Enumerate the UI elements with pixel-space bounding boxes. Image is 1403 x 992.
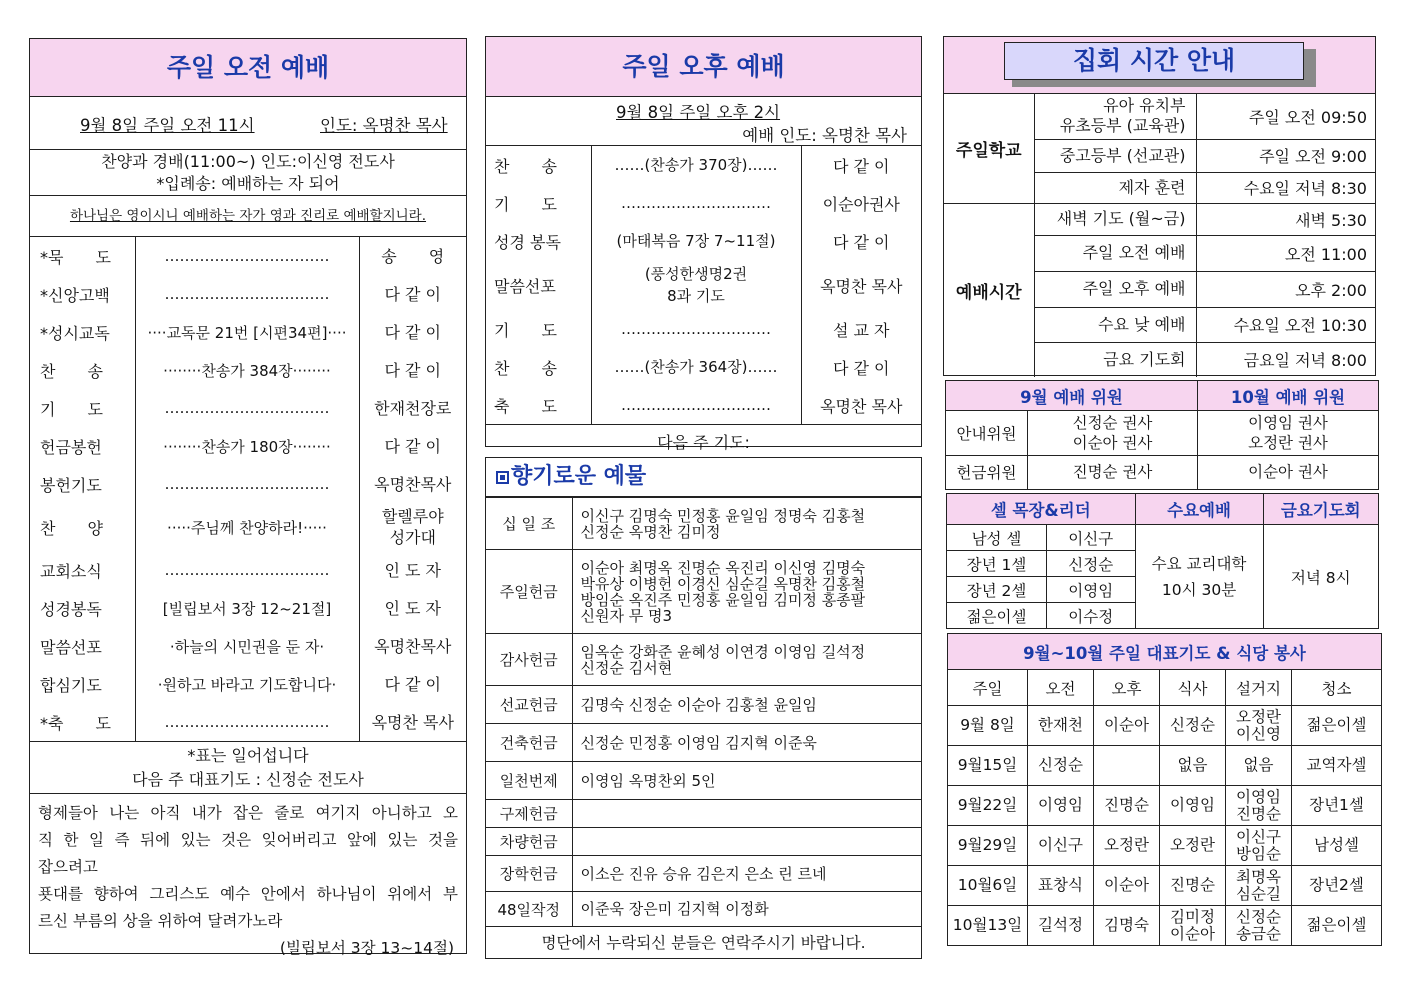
order-item: *성시교독 [30,313,135,351]
order-content: (마태복음 7장 7~11절) [591,222,801,260]
duty-cell: 이영임 진명순 [1226,786,1292,826]
schedule-time: 금요일 저녁 8:00 [1196,342,1375,377]
committee-row [946,455,1379,489]
friday-time: 저녁 8시 [1263,525,1378,629]
scripture-line: 잡으려고 [38,858,98,876]
order-item: 성경 봉독 [486,222,591,260]
offering-label: 건축헌금 [486,724,572,762]
offering-label: 선교헌금 [486,686,572,724]
morning-order-row [30,465,466,503]
order-content: ········찬송가 384장········ [135,351,359,389]
duty-cell: 이신구 [1028,826,1094,866]
morning-title: 주일 오전 예배 [30,39,466,97]
order-person: 설 교 자 [801,310,921,348]
afternoon-worship-panel [485,36,922,452]
duty-row [948,906,1382,946]
cell-name: 남성 셀 [947,525,1047,551]
offering-title: 향기로운 예물 [486,458,921,497]
schedule-table [944,94,1375,377]
schedule-title-bar [944,37,1375,94]
morning-order-row [30,503,466,551]
duty-header: 설거지 [1226,670,1292,706]
afternoon-info [486,97,921,146]
friday-head: 금요기도회 [1263,494,1378,525]
cell-leader: 이영임 [1047,577,1136,603]
duty-cell: 10월13일 [948,906,1028,946]
committee-sep: 신정순 권사 이순아 권사 [1028,411,1198,455]
scripture-text [38,800,458,935]
order-person: 한재천장로 [359,389,466,427]
cell-name: 젊은이셀 [947,603,1047,629]
duty-cell: 이영임 [1028,786,1094,826]
duty-cell: 이영임 [1160,786,1226,826]
duty-cell: 9월29일 [948,826,1028,866]
duty-cell: 신정순 송금순 [1226,906,1292,946]
duty-cell: 길석정 [1028,906,1094,946]
scripture-line: 푯대를 향하여 그리스도 예수 안에서 하나님이 위에서 부 [38,885,458,903]
offering-label: 48일작정 [486,892,572,927]
morning-order-row [30,665,466,703]
schedule-time: 수요일 오전 10:30 [1196,307,1375,342]
duty-cell: 오정란 이신영 [1226,706,1292,746]
order-person: 옥명찬 목사 [801,260,921,310]
offering-names: 이신구 김명숙 민정홍 윤일임 정명숙 김홍철 신정순 옥명찬 김미정 [572,498,921,550]
duty-cell: 오정란 [1160,826,1226,866]
morning-order-row [30,275,466,313]
duty-row [948,706,1382,746]
morning-worship-panel [29,38,467,957]
order-person: 다 같 이 [801,222,921,260]
order-item: *묵 도 [30,237,135,275]
committee-table [945,380,1379,490]
scripture-block [30,794,466,962]
morning-order-row [30,589,466,627]
morning-order-row [30,427,466,465]
morning-leader: 인도: 옥명찬 목사 [320,116,448,135]
scripture-line: 르신 부름의 상을 위하여 달려가노라 [38,912,283,930]
order-item: 찬 양 [30,503,135,551]
afternoon-order-row [486,146,921,184]
duty-panel [947,633,1382,945]
offering-label: 장학헌금 [486,856,572,892]
order-content: …………………………… [135,703,359,741]
cell-name: 장년 1셀 [947,551,1047,577]
offering-names: 김명숙 신정순 이순아 김홍철 윤일임 [572,686,921,724]
duty-cell: 오정란 [1094,826,1160,866]
offering-row [486,892,921,927]
schedule-row [944,94,1375,139]
duty-cell [1094,746,1160,786]
offering-row [486,686,921,724]
committee-sep: 진명순 권사 [1028,455,1198,489]
offering-names: 이영임 옥명찬외 5인 [572,762,921,800]
order-item: 기 도 [30,389,135,427]
duty-cell: 진명순 [1160,866,1226,906]
committee-oct-head: 10월 예배 위원 [1198,381,1379,411]
afternoon-order-row [486,386,921,424]
schedule-name: 새벽 기도 (월~금) [1034,203,1196,235]
morning-order-row [30,389,466,427]
order-content: …………………………… [135,275,359,313]
order-content: ……(찬송가 364장)…… [591,348,801,386]
order-person: 다 같 이 [359,665,466,703]
wednesday-head: 수요예배 [1135,494,1263,525]
order-item: 찬 송 [30,351,135,389]
order-content: ………………………… [591,386,801,424]
duty-row [948,866,1382,906]
offering-label: 십 일 조 [486,498,572,550]
offering-names: 신정순 민정홍 이영임 김지혁 이준욱 [572,724,921,762]
duty-cell: 신정순 [1160,706,1226,746]
offering-names: 이순아 최명옥 진명순 옥진리 이신영 김명숙 박유상 이병헌 이경신 심순길 옥명찬 김홍철 방임순 옥진주 민정홍 윤일임 김미정 홍종팔 신원자 무 명3 [572,550,921,634]
duty-cell: 김미정 이순아 [1160,906,1226,946]
duty-cell: 표창식 [1028,866,1094,906]
order-content: …………………………… [135,551,359,589]
duty-cell: 9월22일 [948,786,1028,826]
order-person: 송 영 [359,237,466,275]
order-person: 다 같 이 [801,348,921,386]
committee-row [946,411,1379,455]
afternoon-order-row [486,310,921,348]
cells-panel [946,493,1379,628]
duty-cell: 한재천 [1028,706,1094,746]
morning-order-row [30,627,466,665]
order-content: (풍성한생명2권 8과 기도 [591,260,801,310]
offering-row [486,634,921,686]
offering-label: 주일헌금 [486,550,572,634]
duty-cell: 없음 [1226,746,1292,786]
schedule-time: 주일 오전 9:00 [1196,139,1375,172]
duty-header: 주일 [948,670,1028,706]
order-person: 이순아권사 [801,184,921,222]
duty-cell: 젊은이셀 [1292,906,1382,946]
offering-names: 이준욱 장은미 김지혁 이정화 [572,892,921,927]
duty-cell: 김명숙 [1094,906,1160,946]
committee-sep-head: 9월 예배 위원 [946,381,1198,411]
offering-names [572,828,921,856]
scripture-line: 형제들아 나는 아직 내가 잡은 줄로 여기지 아니하고 오 [38,804,458,822]
order-content: ………………………… [591,184,801,222]
afternoon-order-row [486,184,921,222]
committee-panel [945,380,1379,490]
morning-date: 9월 8일 주일 오전 11시 [80,116,255,135]
afternoon-date: 9월 8일 주일 오후 2시 [616,103,781,122]
morning-notes [30,741,466,794]
schedule-row [944,203,1375,235]
duty-cell: 이신구 방임순 [1226,826,1292,866]
committee-oct: 이순아 권사 [1198,455,1379,489]
schedule-name: 유아 유치부 유초등부 (교육관) [1034,94,1196,139]
duty-table [947,633,1382,946]
cell-leader: 이수정 [1047,603,1136,629]
order-item: 합심기도 [30,665,135,703]
order-person: 옥명찬목사 [359,627,466,665]
afternoon-next-prayer: 다음 주 기도: [486,424,921,461]
offering-panel [485,457,922,959]
morning-order-row [30,551,466,589]
offering-row [486,498,921,550]
order-item: *신앙고백 [30,275,135,313]
order-item: 찬 송 [486,146,591,184]
order-person: 다 같 이 [801,146,921,184]
order-content: ……(찬송가 370장)…… [591,146,801,184]
offering-row [486,762,921,800]
schedule-name: 수요 낮 예배 [1034,307,1196,342]
duty-cell: 9월 8일 [948,706,1028,746]
offering-names: 이소은 진유 승유 김은지 은소 린 르네 [572,856,921,892]
order-content: ········찬송가 180장········ [135,427,359,465]
offering-row [486,856,921,892]
order-person: 옥명찬 목사 [801,386,921,424]
afternoon-order-row [486,222,921,260]
order-item: 기 도 [486,310,591,348]
duty-row [948,786,1382,826]
order-content: ·원하고 바라고 기도합니다· [135,665,359,703]
duty-cell: 최명옥 심순길 [1226,866,1292,906]
duty-header-row [948,670,1382,706]
duty-header: 청소 [1292,670,1382,706]
schedule-name: 중고등부 (선교관) [1034,139,1196,172]
order-content: …………………………… [135,465,359,503]
order-item: 헌금봉헌 [30,427,135,465]
stand-note: *표는 일어섭니다 [187,746,309,765]
order-content: ………………………… [591,310,801,348]
order-person: 인 도 자 [359,551,466,589]
order-content: …………………………… [135,237,359,275]
scripture-ref: (빌립보서 3장 13~14절) [279,939,454,957]
duty-cell: 이순아 [1094,706,1160,746]
schedule-time: 주일 오전 09:50 [1196,94,1375,139]
offering-row [486,800,921,828]
offering-label: 일천번제 [486,762,572,800]
duty-cell: 10월6일 [948,866,1028,906]
offering-label: 차량헌금 [486,828,572,856]
offering-row [486,724,921,762]
morning-order-row [30,237,466,275]
order-person: 옥명찬목사 [359,465,466,503]
order-person: 다 같 이 [359,351,466,389]
schedule-time: 새벽 5:30 [1196,203,1375,235]
offering-label: 감사헌금 [486,634,572,686]
order-item: 교회소식 [30,551,135,589]
afternoon-title: 주일 오후 예배 [486,37,921,97]
order-content: ·하늘의 시민권을 둔 자· [135,627,359,665]
order-item: 봉헌기도 [30,465,135,503]
order-item: 기 도 [486,184,591,222]
square-icon [496,471,509,484]
cell-name: 장년 2셀 [947,577,1047,603]
schedule-group-label: 주일학교 [944,94,1034,203]
duty-cell: 남성셀 [1292,826,1382,866]
afternoon-order-table [486,146,921,424]
order-person: 인 도 자 [359,589,466,627]
duty-row [948,746,1382,786]
morning-praise: 찬양과 경배(11:00~) 인도:이신영 전도사 [101,152,395,171]
schedule-title: 집회 시간 안내 [1004,42,1304,80]
cell-row [947,525,1379,551]
offering-table [486,497,921,927]
duty-cell: 신정순 [1028,746,1094,786]
duty-cell: 9월15일 [948,746,1028,786]
committee-oct: 이영임 권사 오정란 권사 [1198,411,1379,455]
order-item: 성경봉독 [30,589,135,627]
committee-label: 안내위원 [946,411,1028,455]
order-item: 축 도 [486,386,591,424]
duty-cell: 교역자셀 [1292,746,1382,786]
offering-label: 구제헌금 [486,800,572,828]
order-person: 다 같 이 [359,313,466,351]
order-person: 다 같 이 [359,275,466,313]
duty-header: 오후 [1094,670,1160,706]
afternoon-order-row [486,260,921,310]
offering-names: 임옥순 강화준 윤혜성 이연경 이영임 길석정 신정순 김서현 [572,634,921,686]
duty-cell: 장년1셀 [1292,786,1382,826]
order-item: 말씀선포 [486,260,591,310]
duty-title: 9월~10월 주일 대표기도 & 식당 봉사 [948,634,1382,670]
duty-header: 오전 [1028,670,1094,706]
order-item: 찬 송 [486,348,591,386]
morning-order-row [30,351,466,389]
duty-cell: 진명순 [1094,786,1160,826]
order-content: …………………………… [135,389,359,427]
offering-names [572,800,921,828]
duty-cell: 장년2셀 [1292,866,1382,906]
duty-cell: 젊은이셀 [1292,706,1382,746]
order-content: ····교독문 21번 [시편34편]···· [135,313,359,351]
committee-label: 헌금위원 [946,455,1028,489]
duty-row [948,826,1382,866]
order-content: [빌립보서 3장 12~21절] [135,589,359,627]
wednesday-class: 수요 교리대학 10시 30분 [1135,525,1263,629]
morning-verse: 하나님은 영이시니 예배하는 자가 영과 진리로 예배할지니라. [30,196,466,237]
order-person: 다 같 이 [359,427,466,465]
morning-praise-block [30,150,466,196]
cells-table [946,493,1379,629]
schedule-name: 주일 오전 예배 [1034,235,1196,271]
morning-order-row [30,313,466,351]
morning-order-table [30,237,466,741]
order-person: 할렐루야 성가대 [359,503,466,551]
offering-row [486,828,921,856]
duty-header: 식사 [1160,670,1226,706]
schedule-time: 수요일 저녁 8:30 [1196,172,1375,203]
duty-cell: 이순아 [1094,866,1160,906]
offering-note: 명단에서 누락되신 분들은 연락주시기 바랍니다. [541,934,866,952]
offering-row [486,550,921,634]
scripture-line: 직 한 일 즉 뒤에 있는 것은 잊어버리고 앞에 있는 것을 [38,831,458,849]
schedule-name: 금요 기도회 [1034,342,1196,377]
morning-order-row [30,703,466,741]
schedule-name: 주일 오후 예배 [1034,271,1196,307]
cell-leader: 이신구 [1047,525,1136,551]
schedule-name: 제자 훈련 [1034,172,1196,203]
schedule-group-label: 예배시간 [944,203,1034,377]
schedule-time: 오전 11:00 [1196,235,1375,271]
cells-head: 셀 목장&리더 [947,494,1136,525]
morning-next-prayer: 다음 주 대표기도 : 신정순 전도사 [132,770,364,789]
schedule-time: 오후 2:00 [1196,271,1375,307]
morning-info [30,97,466,150]
afternoon-order-row [486,348,921,386]
order-content: ·····주님께 찬양하라!····· [135,503,359,551]
afternoon-leader: 예배 인도: 옥명찬 목사 [742,126,907,145]
duty-cell: 없음 [1160,746,1226,786]
morning-entrance: *입례송: 예배하는 자 되어 [156,174,340,193]
cell-leader: 신정순 [1047,551,1136,577]
order-item: 말씀선포 [30,627,135,665]
order-item: *축 도 [30,703,135,741]
schedule-panel [943,36,1376,376]
order-person: 옥명찬 목사 [359,703,466,741]
